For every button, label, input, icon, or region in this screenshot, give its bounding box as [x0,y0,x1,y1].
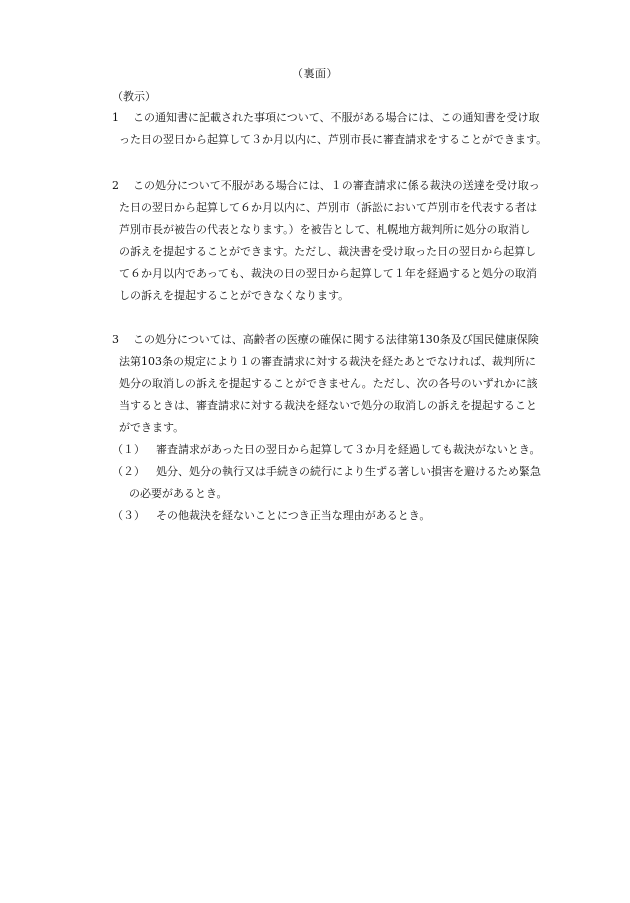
item-body [119,107,582,151]
item-line: った日の翌日から起算して３か月以内に、芦別市長に審査請求をすることができます。 [119,133,548,146]
notice-heading: （教示） [112,90,156,103]
item-line: 当するときは、審査請求に対する裁決を経ないで処分の取消しの訴えを提起すること [119,399,537,412]
item-line: 処分の取消しの訴えを提起することができません。ただし、次の各号のいずれかに該 [119,377,538,390]
item-line: この処分について不服がある場合には、１の審査請求に係る裁決の送達を受け取っ [133,179,540,192]
item-body [119,329,582,439]
sub-item-number: （１） [112,443,145,456]
item-number: 3 [112,333,119,346]
sub-item-line: の必要があるとき。 [129,487,228,500]
notice-item-2 [112,175,582,307]
item-line: この通知書に記載された事項について、不服がある場合には、この通知書を受け取 [133,111,540,124]
item-line: この処分については、高齢者の医療の確保に関する法律第130条及び国民健康保険 [133,333,539,346]
item-line: ができます。 [119,421,185,434]
item-line: 芦別市長が被告の代表となります。）を被告として、札幌地方裁判所に処分の取消し [119,223,531,236]
sub-item-2 [112,461,582,505]
item-body [119,175,582,307]
sub-item-line: 審査請求があった日の翌日から起算して３か月を経過しても裁決がないとき。 [156,443,541,456]
notice-item-3 [112,329,582,439]
item-line: の訴えを提起することができます。ただし、裁決書を受け取った日の翌日から起算し [119,245,537,258]
sub-item-line: 処分、処分の執行又は手続きの続行により生ずる著しい損害を避けるため緊急 [156,465,541,478]
item-line: 法第103条の規定により１の審査請求に対する裁決を経たあとでなければ、裁判所に [119,355,536,368]
notice-item-1 [112,107,582,151]
sub-item-1 [112,439,582,461]
sub-item-3 [112,505,582,527]
sub-item-line: その他裁決を経ないことにつき正当な理由があるとき。 [156,509,431,522]
sub-item-number: （２） [112,465,145,478]
item-number: 2 [112,179,119,192]
item-number: 1 [112,111,119,124]
item-line: た日の翌日から起算して６か月以内に、芦別市（訴訟において芦別市を代表する者は [119,201,537,214]
sub-item-number: （３） [112,509,145,522]
reverse-side-label: （裏面） [292,67,338,80]
item-line: て６か月以内であっても、裁決の日の翌日から起算して１年を経過すると処分の取消 [119,267,537,280]
item-line: しの訴えを提起することができなくなります。 [119,289,350,302]
